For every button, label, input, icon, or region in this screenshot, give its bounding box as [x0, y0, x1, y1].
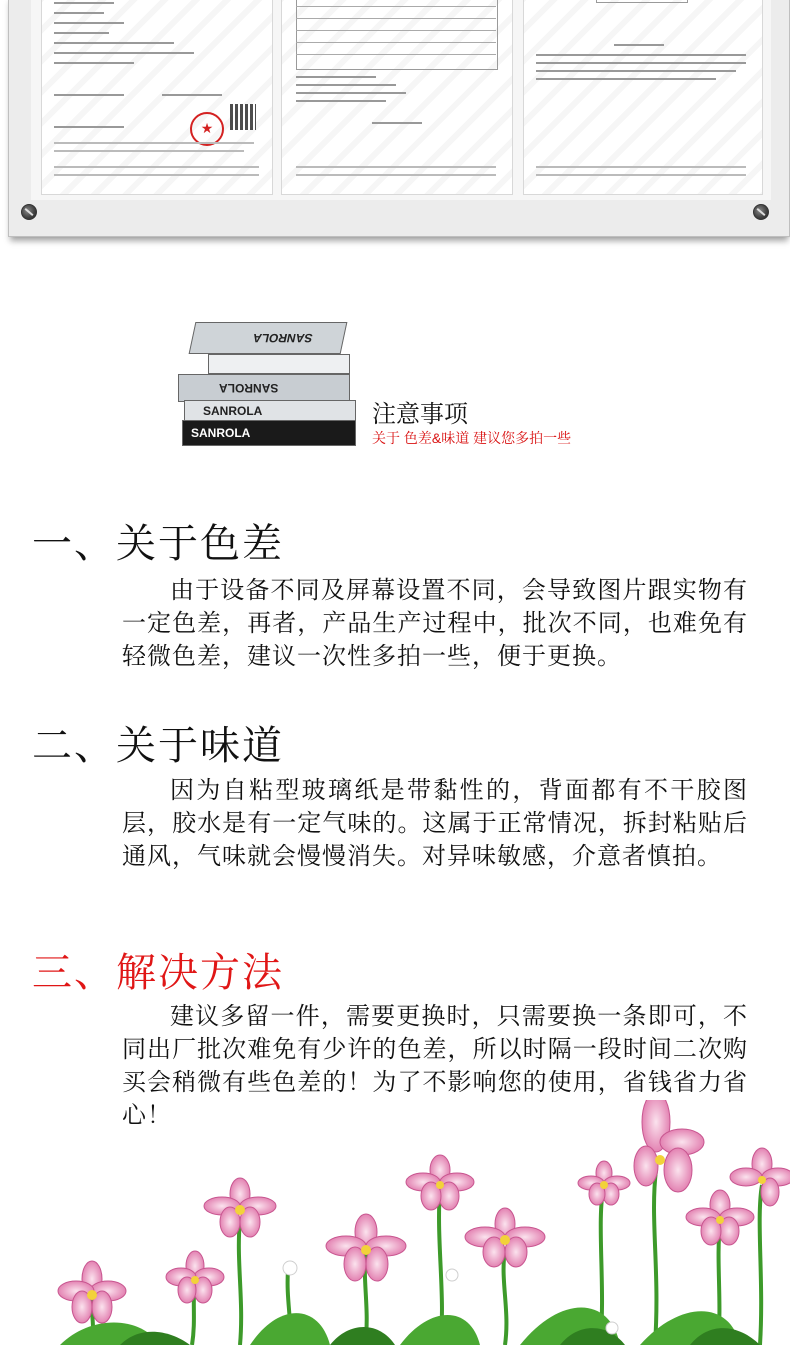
official-seal-icon: ★	[190, 112, 224, 146]
book	[208, 354, 350, 374]
section-body-color-difference: 由于设备不同及屏幕设置不同，会导致图片跟实物有一定色差，再者，产品生产过程中，批次不同，也难免有轻微色差，建议一次性多拍一些，便于更换。	[122, 576, 748, 670]
book: SANROLA	[178, 374, 350, 402]
certificate-board-panel	[31, 0, 771, 200]
notice-title: 注意事项	[372, 401, 468, 428]
book: SANROLA	[184, 400, 356, 422]
test-report-page-3	[523, 0, 763, 195]
section-title-solution: 三、解决方法	[32, 950, 284, 996]
section-title-color-difference: 一、关于色差	[32, 521, 284, 567]
section-title-odor: 二、关于味道	[32, 723, 284, 769]
certificate-board	[8, 0, 790, 237]
book: SANROLA	[182, 420, 356, 446]
section-body-odor: 因为自粘型玻璃纸是带黏性的，背面都有不干胶图层，胶水是有一定气味的。这属于正常情况，拆封粘贴后通风，气味就会慢慢消失。对异味敏感，介意者慎拍。	[122, 776, 748, 870]
book-stack-image	[178, 320, 358, 448]
section-body-solution: 建议多留一件，需要更换时，只需要换一条即可，不同出厂批次难免有少许的色差，所以时隔一段时间二次购买会稍微有些色差的！为了不影响您的使用，省钱省力省心！	[122, 1002, 748, 1129]
screw-icon	[21, 204, 37, 220]
book: SANROLA	[189, 322, 348, 354]
qr-code-icon	[230, 104, 256, 130]
notice-subtitle: 关于 色差&味道 建议您多拍一些	[372, 430, 572, 446]
test-report-page-2	[281, 0, 513, 195]
cosmos-flowers-decoration	[0, 1100, 790, 1345]
test-report-page-1	[41, 0, 273, 195]
screw-icon	[753, 204, 769, 220]
